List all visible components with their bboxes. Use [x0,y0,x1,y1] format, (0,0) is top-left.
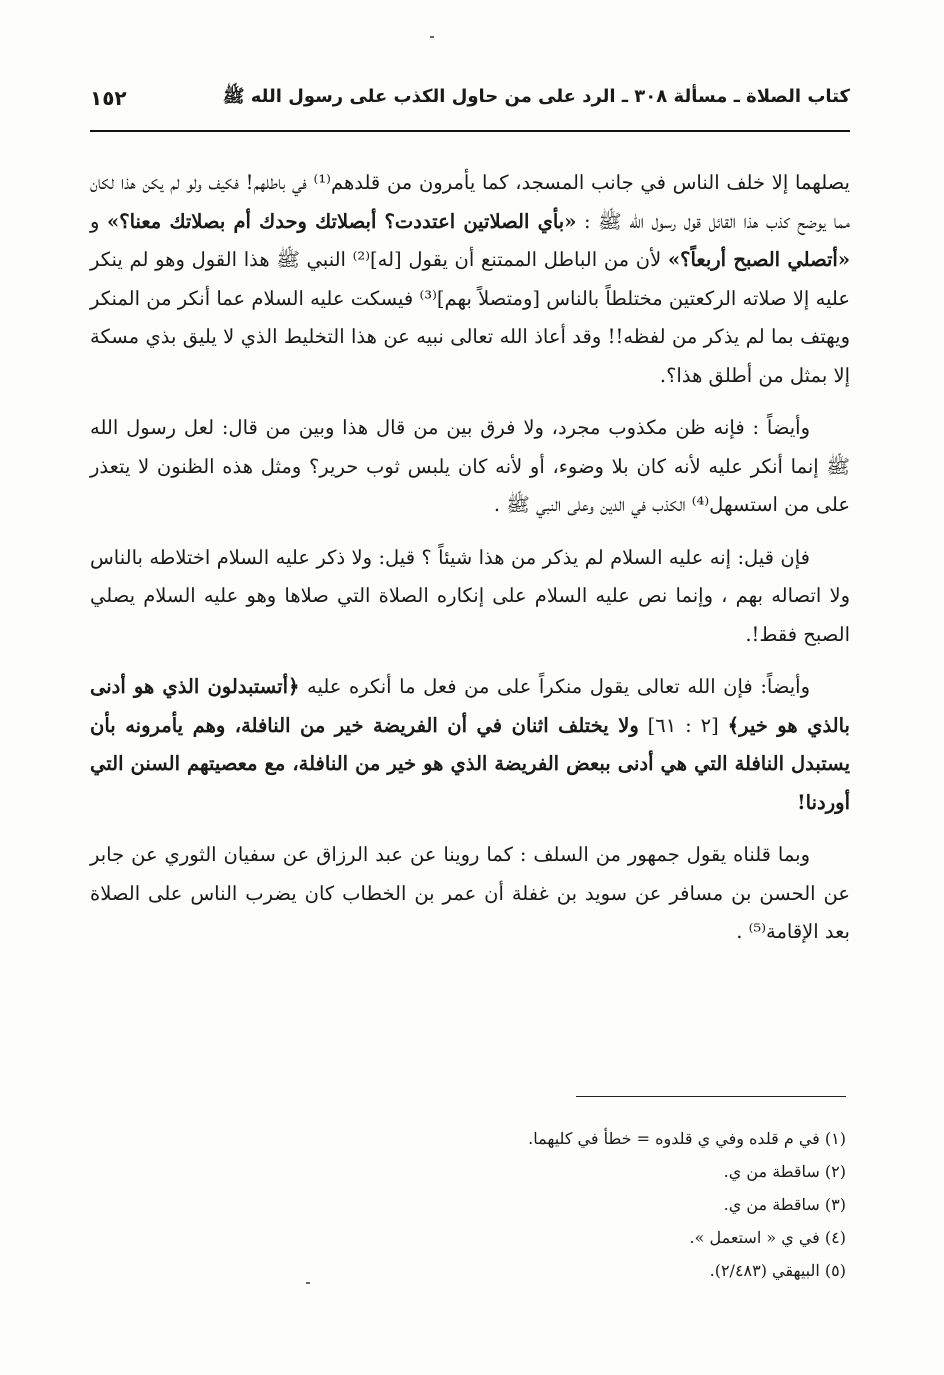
footnote-3: (٣) ساقطة من ي. [723,1195,846,1214]
footnote-ref-1: ⁽¹⁾ [313,171,331,194]
page-number: ١٥٢ [90,86,127,110]
paragraph-4 [90,668,850,822]
text-span: النبي ﷺ هذا القول وهو لم ينكر عليه إلا صلاته الركعتين مختلطاً بالناس [ومتصلاً بهم] [90,248,850,310]
bold-text: ولا يختلف اثنان في أن الفريضة خير من النافلة، وهم يأمرونه بأن يستبدل النافلة التي هي أدنى ببعض الفريضة الذي هو خير من النافلة، مع معصيتهم السنن التي أوردنا! [90,713,850,814]
text-span: وأيضاً : فإنه ظن مكذوب مجرد، ولا فرق بين من قال هذا وبين من قال: لعل رسول الله ﷺ إنما أنكر عليه لأنه كان بلا وضوء، أو لأنه كان يلبس ثوب حرير؟ ومثل هذه الظنون لا يتعذر على من استسهل [90,416,850,516]
footnote-5: (٥) البيهقي (٢/٤٨٣). [709,1261,846,1280]
paragraph-2 [90,409,850,525]
header-rule [90,130,850,132]
footnote-1: (١) في م قلده وفي ي قلدوه = خطأ في كليهما. [528,1129,846,1148]
text-span: فإن قيل: إنه عليه السلام لم يذكر من هذا شيئاً ؟ قيل: ولا ذكر عليه السلام اختلاطه بالناس ولا اتصاله بهم ، وإنما نص عليه السلام على إنكاره الصلاة التي صلاها وهو عليه السلام يصلي الصبح فقط!. [90,545,850,646]
quran-quote: ﴿أتستبدلون الذي هو أدنى بالذي هو خير﴾ [90,675,850,737]
text-span: فيسكت عليه السلام عما أنكر من المنكر ويهتف بما لم يذكر من لفظه!! وقد أعاذ الله تعالى نبيه عن هذا التخليط الذي لا يليق بذي مسكة إلا بمثل من أطلق هذا؟. [90,286,850,387]
text-span: يصلهما إلا خلف الناس في جانب المسجد، كما يأمرون من قلدهم [330,171,850,194]
scan-speck [306,1282,310,1284]
text-span: لأن من الباطل الممتنع أن يقول [له] [370,248,668,271]
hadith-quote: «أتصلي الصبح أربعاً؟» [667,248,851,271]
footnote-4: (٤) في ي « استعمل ». [689,1228,846,1247]
paragraph-3 [90,539,850,655]
scan-speck [430,36,434,38]
verse-reference: [٢ : ٦١] [638,713,728,737]
footnote-ref-2: ⁽²⁾ [352,248,371,271]
paragraph-5 [90,836,850,952]
text-span: . [736,920,749,943]
text-span: و [90,209,108,233]
text-span: الكذب في الدين وعلى النبي ﷺ . [493,493,692,516]
text-span: وأيضاً: فإن الله تعالى يقول منكراً على من فعل ما أنكره عليه [299,675,810,698]
main-text [90,164,850,966]
footnote-ref-5: ⁽⁵⁾ [748,920,767,943]
footnote-2: (٢) ساقطة من ي. [723,1162,846,1181]
text-span: وبما قلناه يقول جمهور من السلف : كما روينا عن عبد الرزاق عن سفيان الثوري عن جابر عن الحسن بن مسافر عن سويد بن غفلة أن عمر بن الخطاب كان يضرب الناس على الصلاة بعد الإقامة [90,843,850,943]
footnote-separator [576,1096,846,1097]
hadith-quote: «بأي الصلاتين اعتددت؟ أبصلاتك وحدك أم بصلاتك معنا؟» [107,209,577,233]
text-span: في باطلهم! فكيف ولو لم يكن هذا لكان مما يوضح كذب هذا القائل قول رسول الله ﷺ : [90,171,850,233]
footnote-ref-3: ⁽³⁾ [419,286,437,310]
running-title: كتاب الصلاة ـ مسألة ٣٠٨ ـ الرد على من حاول الكذب على رسول الله ﷺ [222,86,850,107]
paragraph-1 [90,164,850,395]
running-header [90,78,850,118]
footnotes-list [400,1122,846,1287]
footnote-ref-4: ⁽⁴⁾ [691,493,710,516]
